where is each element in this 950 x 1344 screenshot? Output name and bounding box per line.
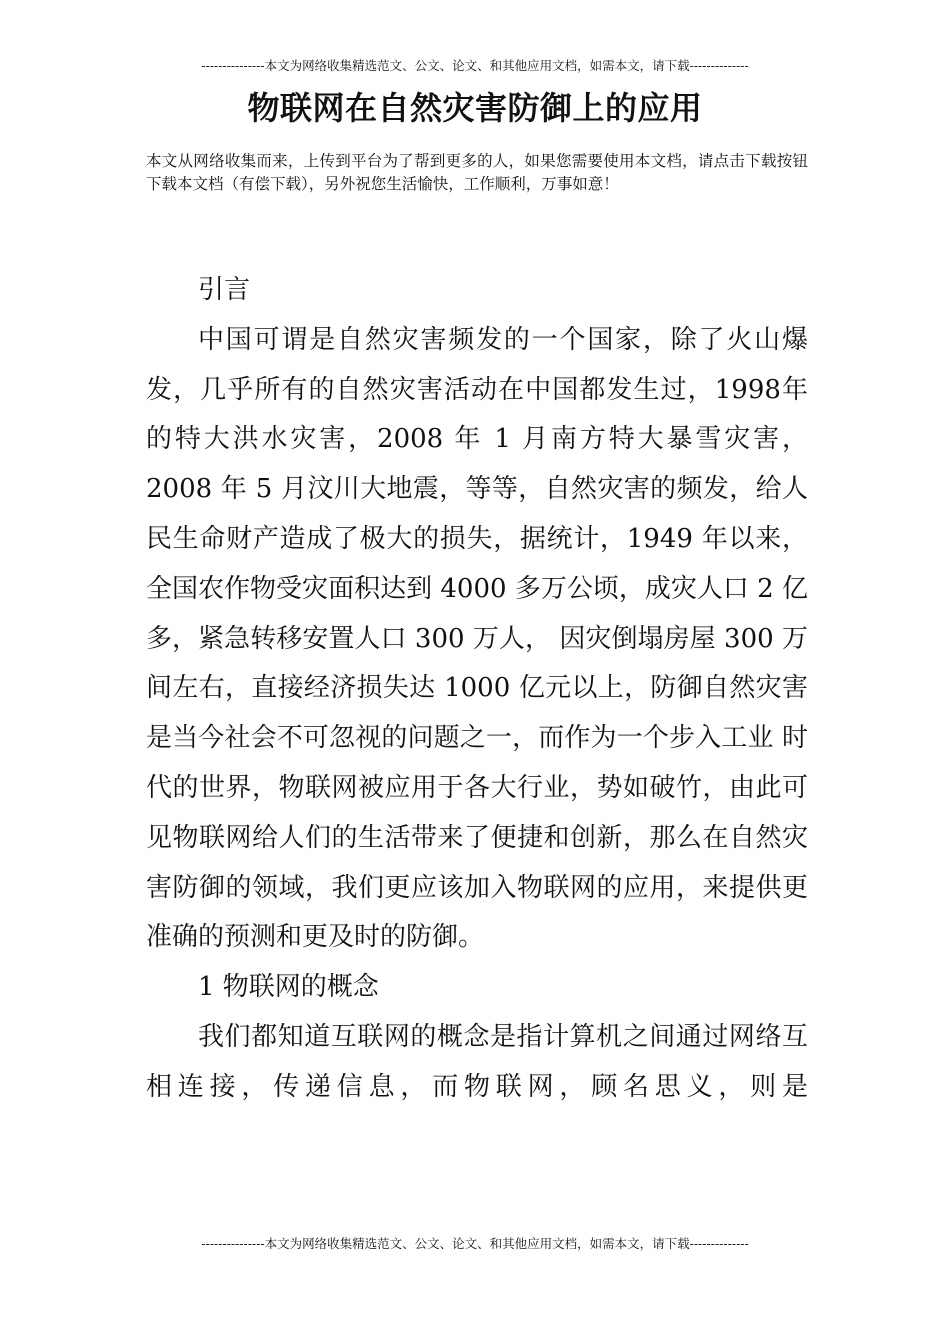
section-heading-intro: 引言 [198,275,251,305]
paragraph-iot-concept: 我们都知道互联网的概念是指计算机之间通过网络互相连接，传递信息，而物联网，顾名思义，则是 [146,1021,808,1102]
document-title: 物联网在自然灾害防御上的应用 [247,89,703,127]
document-body [146,266,808,1113]
running-footer: ---------------本文为网络收集精选范文、公文、论文、和其他应用文档，如需本文，请下载-------------- [201,1236,749,1251]
paragraph-intro: 中国可谓是自然灾害频发的一个国家，除了火山爆发，几乎所有的自然灾害活动在中国都发生过，1998年的特大洪水灾害，2008 年 1 月南方特大暴雪灾害，2008 年 5 月汶川大地震，等等，自然灾害的频发，给人民生命财产造成了极大的损失，据统计，1949 年以来，全国农作物受灾面积达到 4000 多万公顷，成灾人口 2 亿多，紧急转移安置人口 300 万人， 因灾倒塌房屋 300 万间左右，直接经济损失达 1000 亿元以上，防御自然灾害是当今社会不可忽视的问题之一，而作为一个步入工业 时代的世界，物联网被应用于各大行业，势如破竹，由此可见物联网给人们的生活带来了便捷和创新，那么在自然灾害防御的领域，我们更应该加入物联网的应用，来提供更准确的预测和更及时的防御。 [146,324,808,953]
running-header: ---------------本文为网络收集精选范文、公文、论文、和其他应用文档，如需本文，请下载-------------- [201,58,749,73]
section-heading-iot-concept: 1 物联网的概念 [198,972,379,1003]
download-notice: 本文从网络收集而来，上传到平台为了帮到更多的人，如果您需要使用本文档，请点击下载按钮下载本文档（有偿下载），另外祝您生活愉快，工作顺利，万事如意！ [146,152,808,193]
